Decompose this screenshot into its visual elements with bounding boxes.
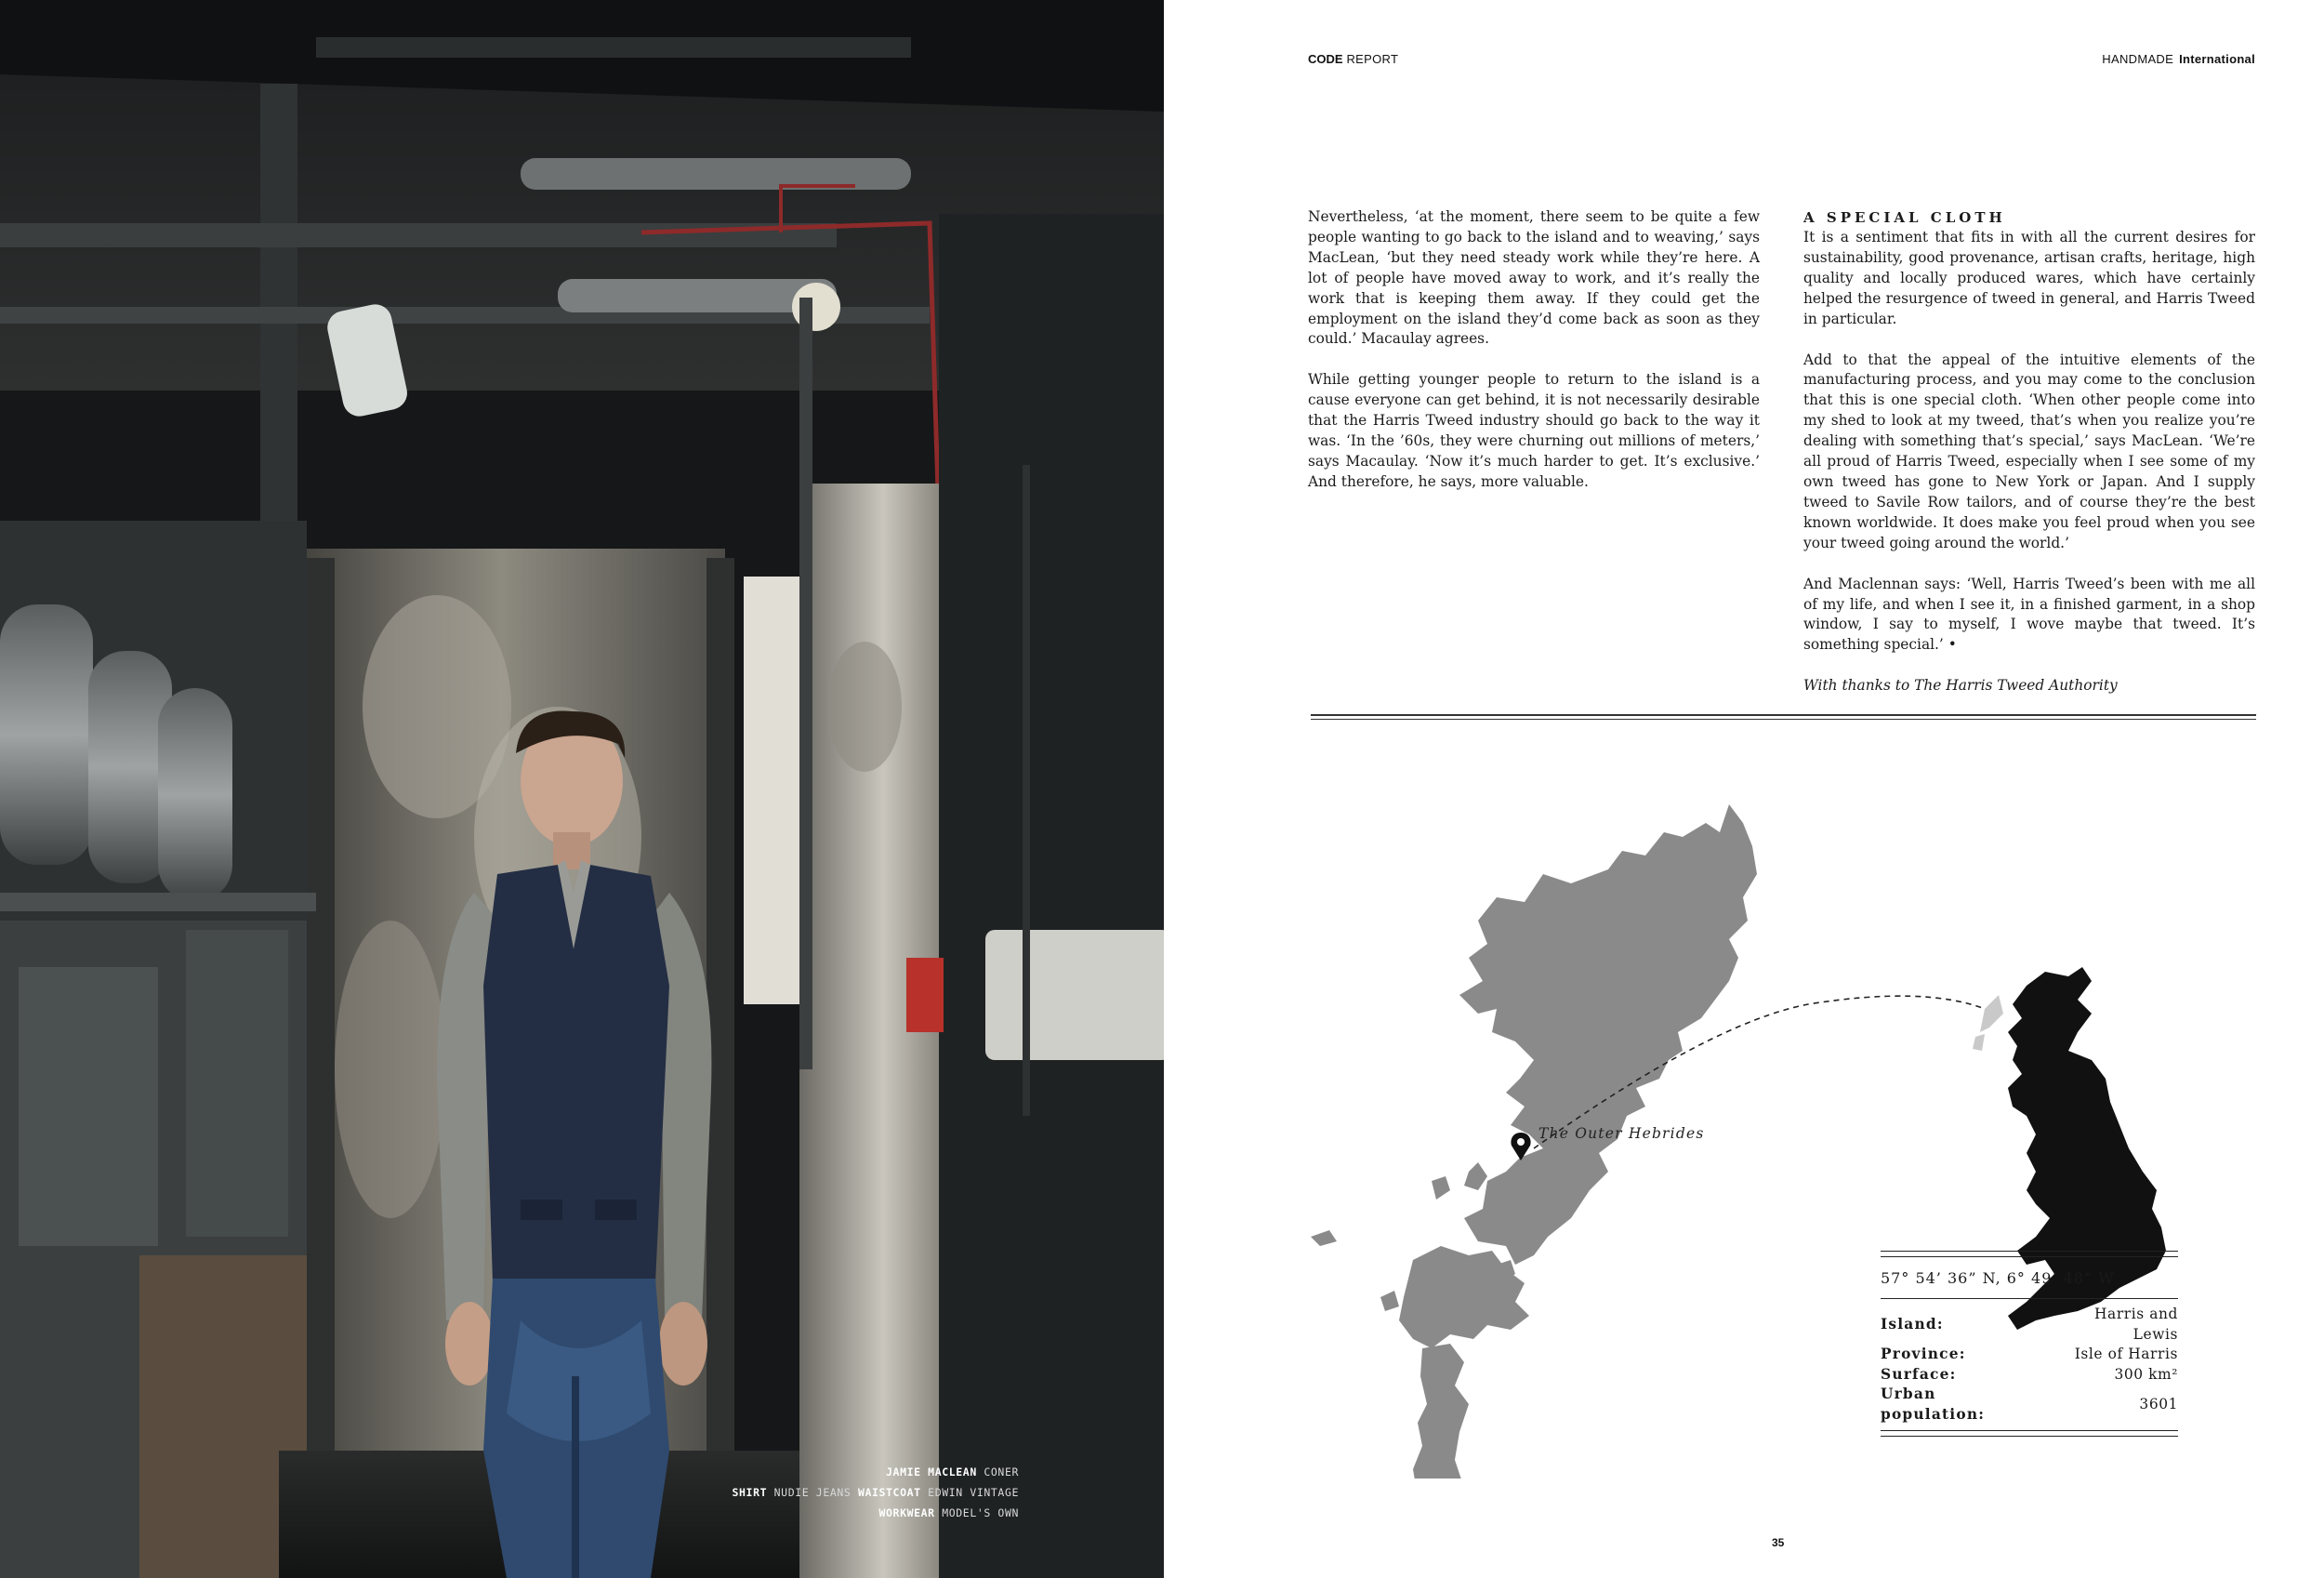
running-header-left — [1308, 52, 1398, 66]
credit-line-1: JAMIE MACLEAN CONER — [886, 1465, 1019, 1479]
paragraph: And Maclennan says: ‘Well, Harris Tweed’s been with me all of my life, and when I see it, in a finished garment, in a shop window, I say to myself, I wove maybe that tweed. It’s something special.’ • — [1803, 575, 2255, 654]
article-column-right — [1803, 207, 2255, 717]
info-bottom-rule — [1881, 1430, 2178, 1437]
paragraph: Add to that the appeal of the intuitive elements of the manufacturing process, and you may come to the conclusion that this is one special cloth. ‘When other people come into my shed to look at my tweed, that’s when you realize you’re dealing with something that’s special,’ says MacLean. ‘We’re all proud of Harris Tweed, especially when I see some of my own tweed has gone to New York or Japan. And I supply tweed to Savile Row tailors, and of course they’re the best known worldwide. It does make you feel proud when you see your tweed going around the world.’ — [1803, 351, 2255, 551]
section-heading: A SPECIAL CLOTH — [1803, 209, 2006, 226]
hebrides-on-uk — [1973, 1034, 1985, 1051]
info-row: Urban population: 3601 — [1881, 1386, 2178, 1423]
divider-rule — [1311, 719, 2256, 720]
acknowledgement: With thanks to The Harris Tweed Authority — [1803, 677, 2118, 695]
credit-line-3: WORKWEAR MODEL'S OWN — [878, 1506, 1019, 1519]
coordinates: 57° 54’ 36” N, 6° 49’ 48” W — [1881, 1269, 2115, 1287]
island-info-box — [1881, 1251, 2178, 1437]
section-name: REPORT — [1346, 52, 1399, 66]
info-mid-rule — [1881, 1298, 2178, 1299]
info-table — [1881, 1305, 2178, 1425]
photo-credits — [733, 1462, 1020, 1523]
divider-rule — [1311, 714, 2256, 716]
credit-line-2: SHIRT NUDIE JEANS WAISTCOAT EDWIN VINTAGE — [732, 1486, 1019, 1499]
category-name: HANDMADE — [2102, 52, 2174, 66]
running-header-right — [2102, 52, 2255, 66]
island-lewis-harris — [1459, 804, 1757, 1265]
map-label: The Outer Hebrides — [1538, 1125, 1705, 1142]
article-column-left — [1308, 207, 1760, 513]
info-row: Province: Isle of Harris — [1881, 1346, 2178, 1362]
page-number: 35 — [1772, 1536, 1785, 1549]
islet — [1380, 1291, 1399, 1311]
islet — [1464, 1162, 1487, 1190]
islet — [1311, 1230, 1337, 1246]
paragraph: Nevertheless, ‘at the moment, there seem to be quite a few people wanting to go back to the island and to weaving,’ says MacLean, ‘but they need steady work while they’re here. A lot of people have moved away to work, and it’s really the work that is keeping them away. If they could get the employment on the island they’d come back as soon as they could.’ Macaulay agrees. — [1308, 208, 1760, 348]
islet — [1432, 1176, 1450, 1200]
magazine-logo: CODE — [1308, 52, 1343, 66]
info-row: Island: Harris and Lewis — [1881, 1306, 2178, 1343]
island-south-uist — [1413, 1344, 1469, 1479]
region-name: International — [2179, 52, 2255, 66]
paragraph: While getting younger people to return to the island is a cause everyone can get behind, it is not necessarily desirable that the Harris Tweed industry should go back to the way it was. ‘In the ’60s, they were churning out millions of meters,’ says Macaulay. ‘Now it’s much harder to get. It’s exclusive.’ And therefore, he says, more valuable. — [1308, 371, 1760, 490]
info-row: Surface: 300 km² — [1881, 1365, 2178, 1383]
info-top-rule — [1881, 1251, 2178, 1257]
hebrides-on-uk — [1980, 995, 2003, 1032]
paragraph: It is a sentiment that fits in with all the current desires for sustainability, good provenance, artisan crafts, heritage, high quality and locally produced wares, which have certainly helped the resurgence of tweed in general, and Harris Tweed in particular. — [1803, 229, 2255, 327]
